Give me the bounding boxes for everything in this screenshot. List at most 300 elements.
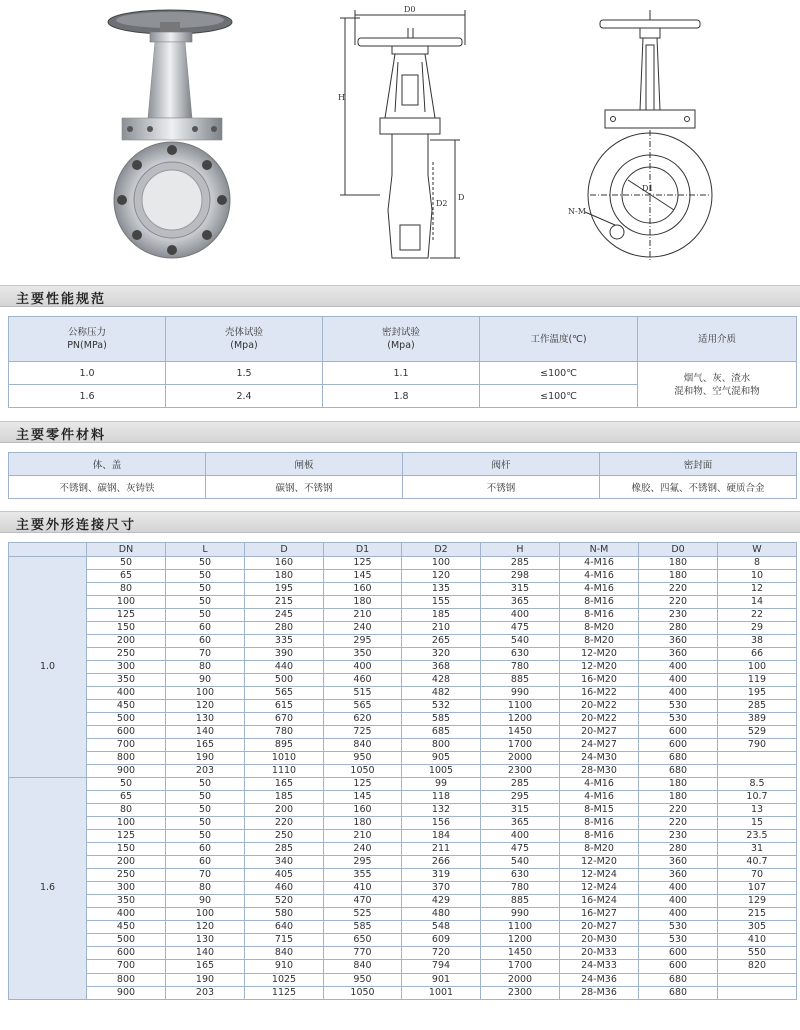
table-cell: 22 — [718, 609, 797, 622]
table-cell: 180 — [245, 570, 324, 583]
table-cell: 1050 — [324, 986, 402, 999]
table-cell: 140 — [166, 726, 245, 739]
header-cell: D0 — [639, 543, 718, 557]
table-cell: 990 — [481, 908, 560, 921]
table-cell: 720 — [402, 947, 481, 960]
table-row — [9, 921, 797, 934]
table-cell: 12-M20 — [560, 648, 639, 661]
table-cell: 12-M20 — [560, 856, 639, 869]
table-cell: 615 — [245, 700, 324, 713]
table-cell: 1025 — [245, 973, 324, 986]
table-cell: 185 — [402, 609, 481, 622]
dimensions-table — [8, 542, 797, 1000]
table-row — [9, 476, 797, 499]
table-cell: 50 — [166, 596, 245, 609]
table-cell: 230 — [639, 609, 718, 622]
table-cell: 680 — [639, 752, 718, 765]
table-cell: 12 — [718, 583, 797, 596]
table-cell: 200 — [245, 804, 324, 817]
table-cell: 529 — [718, 726, 797, 739]
table-cell: 360 — [639, 856, 718, 869]
table-cell: 190 — [166, 752, 245, 765]
table-cell: 400 — [87, 687, 166, 700]
table-cell: 360 — [639, 635, 718, 648]
table-cell: 900 — [87, 765, 166, 778]
table-cell: 50 — [87, 778, 166, 791]
table-cell: 65 — [87, 570, 166, 583]
table-cell: 125 — [87, 609, 166, 622]
table-cell: 450 — [87, 921, 166, 934]
table-cell: 1450 — [481, 947, 560, 960]
table-cell: 8-M16 — [560, 817, 639, 830]
table-cell: 1450 — [481, 726, 560, 739]
table-cell: 780 — [481, 661, 560, 674]
table-cell: 200 — [87, 856, 166, 869]
table-cell: 910 — [245, 960, 324, 973]
table-cell: 119 — [718, 674, 797, 687]
table-cell: 565 — [245, 687, 324, 700]
table-cell: 2000 — [481, 752, 560, 765]
table-row — [9, 934, 797, 947]
table-cell: 500 — [245, 674, 324, 687]
table-cell: 90 — [166, 674, 245, 687]
table-cell: 2.4 — [166, 385, 323, 408]
section-header-materials — [0, 421, 800, 443]
table-cell: 200 — [87, 635, 166, 648]
table-row — [9, 986, 797, 999]
table-cell: 585 — [324, 921, 402, 934]
table-cell: 450 — [87, 700, 166, 713]
table-cell: 640 — [245, 921, 324, 934]
table-cell: 355 — [324, 869, 402, 882]
table-cell: 60 — [166, 843, 245, 856]
table-cell: 482 — [402, 687, 481, 700]
table-cell: 475 — [481, 622, 560, 635]
table-row — [9, 908, 797, 921]
table-cell: 429 — [402, 895, 481, 908]
table-cell: 24-M33 — [560, 960, 639, 973]
table-cell: 12-M20 — [560, 661, 639, 674]
table-cell: 700 — [87, 739, 166, 752]
table-cell: 不锈钢、碳钢、灰铸铁 — [9, 476, 206, 499]
table-cell: 585 — [402, 713, 481, 726]
table-cell: 905 — [402, 752, 481, 765]
table-cell: 460 — [324, 674, 402, 687]
table-cell: 24-M30 — [560, 752, 639, 765]
table-cell: 16-M20 — [560, 674, 639, 687]
header-cell: 公称压力 PN(MPa) — [9, 317, 166, 362]
section-title: 主要外形连接尺寸 — [16, 518, 137, 533]
table-cell: 315 — [481, 583, 560, 596]
table-cell: 685 — [402, 726, 481, 739]
table-cell: 1005 — [402, 765, 481, 778]
header-cell: 壳体试验 (Mpa) — [166, 317, 323, 362]
table-cell: 2000 — [481, 973, 560, 986]
table-cell: 780 — [481, 882, 560, 895]
table-cell: 480 — [402, 908, 481, 921]
table-row — [9, 687, 797, 700]
table-cell: 220 — [245, 817, 324, 830]
table-cell: 120 — [166, 921, 245, 934]
table-row — [9, 362, 797, 385]
table-cell: 530 — [639, 921, 718, 934]
table-cell: 155 — [402, 596, 481, 609]
table-cell: 1.0 — [9, 362, 166, 385]
table-cell: 橡胶、四氟、不锈钢、硬质合金 — [600, 476, 797, 499]
table-cell: 400 — [639, 895, 718, 908]
table-cell: 50 — [166, 570, 245, 583]
table-cell: 400 — [639, 908, 718, 921]
header-cell: DN — [87, 543, 166, 557]
table-cell: 350 — [87, 674, 166, 687]
table-cell: 400 — [324, 661, 402, 674]
table-cell: 70 — [166, 869, 245, 882]
table-cell: 405 — [245, 869, 324, 882]
table-cell: 107 — [718, 882, 797, 895]
table-cell: 1700 — [481, 960, 560, 973]
table-cell: 50 — [166, 609, 245, 622]
table-cell: 700 — [87, 960, 166, 973]
table-cell: 320 — [402, 648, 481, 661]
table-cell: 1125 — [245, 986, 324, 999]
table-cell: 215 — [718, 908, 797, 921]
table-cell: 515 — [324, 687, 402, 700]
table-row — [9, 895, 797, 908]
table-row — [9, 791, 797, 804]
table-cell: 碳钢、不锈钢 — [206, 476, 403, 499]
table-cell: 180 — [639, 557, 718, 570]
table-cell: 50 — [166, 557, 245, 570]
header-cell — [9, 543, 87, 557]
table-cell: 335 — [245, 635, 324, 648]
table-cell: 125 — [324, 557, 402, 570]
table-cell: 50 — [166, 778, 245, 791]
table-cell — [718, 765, 797, 778]
table-cell: 24-M36 — [560, 973, 639, 986]
table-cell: 160 — [245, 557, 324, 570]
table-cell: 20-M33 — [560, 947, 639, 960]
table-cell: 600 — [639, 947, 718, 960]
table-cell: 250 — [87, 648, 166, 661]
section-header-dimensions — [0, 511, 800, 533]
table-row — [9, 635, 797, 648]
table-cell: 135 — [402, 583, 481, 596]
table-cell: 295 — [481, 791, 560, 804]
table-cell: 460 — [245, 882, 324, 895]
table-cell: 190 — [166, 973, 245, 986]
table-cell: 99 — [402, 778, 481, 791]
label-h: H — [338, 93, 345, 102]
table-cell: 50 — [166, 830, 245, 843]
table-header-row — [9, 543, 797, 557]
table-cell: 90 — [166, 895, 245, 908]
table-cell: 600 — [639, 960, 718, 973]
table-cell: 885 — [481, 674, 560, 687]
table-cell: 80 — [87, 804, 166, 817]
table-cell: 400 — [639, 674, 718, 687]
table-cell: 16-M22 — [560, 687, 639, 700]
table-cell: 400 — [639, 661, 718, 674]
table-cell: 8-M15 — [560, 804, 639, 817]
table-cell — [718, 752, 797, 765]
table-cell: 1200 — [481, 713, 560, 726]
table-cell: 28-M36 — [560, 986, 639, 999]
table-cell: ≤100℃ — [480, 362, 638, 385]
table-cell: 280 — [639, 843, 718, 856]
table-cell: 12-M24 — [560, 869, 639, 882]
table-cell: 950 — [324, 973, 402, 986]
table-cell: 210 — [324, 830, 402, 843]
table-cell: 8.5 — [718, 778, 797, 791]
table-cell: 820 — [718, 960, 797, 973]
table-cell: 300 — [87, 661, 166, 674]
table-cell: 100 — [87, 596, 166, 609]
table-cell: 28-M30 — [560, 765, 639, 778]
table-cell: 20-M22 — [560, 700, 639, 713]
table-cell: 295 — [324, 635, 402, 648]
table-cell: 520 — [245, 895, 324, 908]
table-cell: 16-M24 — [560, 895, 639, 908]
table-cell: 180 — [324, 817, 402, 830]
table-cell: 580 — [245, 908, 324, 921]
table-cell: 70 — [718, 869, 797, 882]
table-cell: 184 — [402, 830, 481, 843]
table-row — [9, 882, 797, 895]
table-cell: 285 — [245, 843, 324, 856]
table-cell: 60 — [166, 635, 245, 648]
table-cell: 1100 — [481, 921, 560, 934]
header-cell: L — [166, 543, 245, 557]
table-row — [9, 947, 797, 960]
table-cell: 240 — [324, 622, 402, 635]
table-cell: 400 — [639, 687, 718, 700]
header-cell: 密封面 — [600, 453, 797, 476]
table-cell: 900 — [87, 986, 166, 999]
table-cell: 530 — [639, 934, 718, 947]
header-cell: H — [481, 543, 560, 557]
table-cell: 50 — [166, 583, 245, 596]
table-cell: 548 — [402, 921, 481, 934]
table-cell: 145 — [324, 791, 402, 804]
table-cell: 130 — [166, 934, 245, 947]
table-cell: 794 — [402, 960, 481, 973]
table-cell: 620 — [324, 713, 402, 726]
section-title: 主要性能规范 — [16, 292, 107, 307]
table-cell: 4-M16 — [560, 570, 639, 583]
table-cell: 180 — [639, 570, 718, 583]
table-cell: 790 — [718, 739, 797, 752]
table-cell: 10.7 — [718, 791, 797, 804]
pressure-cell: 1.6 — [9, 778, 87, 999]
table-row — [9, 869, 797, 882]
table-cell: 100 — [718, 661, 797, 674]
table-cell: 365 — [481, 596, 560, 609]
table-row — [9, 856, 797, 869]
table-cell: 650 — [324, 934, 402, 947]
table-cell: 885 — [481, 895, 560, 908]
table-cell: 609 — [402, 934, 481, 947]
table-cell: 350 — [87, 895, 166, 908]
table-cell: 368 — [402, 661, 481, 674]
table-cell: 540 — [481, 856, 560, 869]
table-cell: 65 — [87, 791, 166, 804]
table-cell: 220 — [639, 817, 718, 830]
table-cell: 185 — [245, 791, 324, 804]
table-row — [9, 674, 797, 687]
table-cell: 1.1 — [323, 362, 480, 385]
table-row — [9, 778, 797, 791]
table-row — [9, 817, 797, 830]
table-cell: 600 — [639, 726, 718, 739]
table-cell: 180 — [324, 596, 402, 609]
section-header-performance — [0, 285, 800, 307]
table-cell: 1.6 — [9, 385, 166, 408]
table-cell: 680 — [639, 986, 718, 999]
table-cell: 340 — [245, 856, 324, 869]
table-cell: 50 — [166, 817, 245, 830]
table-cell: 319 — [402, 869, 481, 882]
table-cell: 195 — [245, 583, 324, 596]
header-cell: 体、盖 — [9, 453, 206, 476]
table-cell: 20-M27 — [560, 726, 639, 739]
table-cell: 70 — [166, 648, 245, 661]
table-cell: 280 — [639, 622, 718, 635]
table-cell: 12-M24 — [560, 882, 639, 895]
table-cell: 8-M20 — [560, 843, 639, 856]
table-row — [9, 622, 797, 635]
table-cell: 230 — [639, 830, 718, 843]
label-d: D — [458, 193, 465, 202]
table-cell: 680 — [639, 765, 718, 778]
media-cell: 烟气、灰、渣水 混和物、空气混和物 — [638, 362, 797, 408]
table-cell: 不锈钢 — [403, 476, 600, 499]
table-cell: 140 — [166, 947, 245, 960]
table-cell: 670 — [245, 713, 324, 726]
table-row — [9, 739, 797, 752]
header-cell: 阀杆 — [403, 453, 600, 476]
table-cell: 600 — [87, 726, 166, 739]
table-header-row — [9, 317, 797, 362]
table-cell: 66 — [718, 648, 797, 661]
table-cell: 800 — [87, 752, 166, 765]
table-cell: 203 — [166, 986, 245, 999]
table-cell: 100 — [166, 908, 245, 921]
table-cell: 1700 — [481, 739, 560, 752]
table-row — [9, 752, 797, 765]
table-cell: 8-M20 — [560, 635, 639, 648]
table-cell: 840 — [324, 739, 402, 752]
header-cell: W — [718, 543, 797, 557]
table-cell: 160 — [324, 804, 402, 817]
table-cell: 8-M16 — [560, 830, 639, 843]
table-cell: 8-M16 — [560, 596, 639, 609]
header-cell: 工作温度(℃) — [480, 317, 638, 362]
table-cell: 298 — [481, 570, 560, 583]
table-cell: 211 — [402, 843, 481, 856]
table-cell: 150 — [87, 843, 166, 856]
table-row — [9, 661, 797, 674]
table-cell: 400 — [87, 908, 166, 921]
table-row — [9, 570, 797, 583]
table-cell: 305 — [718, 921, 797, 934]
table-cell: 10 — [718, 570, 797, 583]
table-cell: 365 — [481, 817, 560, 830]
table-cell: 840 — [245, 947, 324, 960]
table-cell: 2300 — [481, 986, 560, 999]
table-cell: 29 — [718, 622, 797, 635]
table-cell: 50 — [166, 791, 245, 804]
table-cell: 350 — [324, 648, 402, 661]
table-cell: 565 — [324, 700, 402, 713]
table-cell: 120 — [166, 700, 245, 713]
table-cell: 285 — [718, 700, 797, 713]
performance-table — [8, 316, 797, 408]
table-cell: 215 — [245, 596, 324, 609]
table-cell: 285 — [481, 778, 560, 791]
table-cell: 14 — [718, 596, 797, 609]
table-cell: 125 — [324, 778, 402, 791]
table-cell: 132 — [402, 804, 481, 817]
table-cell: 4-M16 — [560, 557, 639, 570]
table-cell: 165 — [166, 960, 245, 973]
header-cell: D2 — [402, 543, 481, 557]
valve-drawings — [0, 0, 800, 275]
label-d2: D2 — [436, 199, 448, 208]
table-row — [9, 726, 797, 739]
table-cell: 100 — [87, 817, 166, 830]
table-cell: 210 — [402, 622, 481, 635]
section-view-drawing — [340, 10, 465, 258]
table-cell: 1200 — [481, 934, 560, 947]
table-cell: 165 — [245, 778, 324, 791]
table-cell: 165 — [166, 739, 245, 752]
valve-photo — [108, 10, 232, 258]
table-cell: 38 — [718, 635, 797, 648]
table-cell: 770 — [324, 947, 402, 960]
table-cell: 400 — [639, 882, 718, 895]
table-cell: 530 — [639, 700, 718, 713]
table-cell: 1010 — [245, 752, 324, 765]
table-cell: 725 — [324, 726, 402, 739]
table-cell: 203 — [166, 765, 245, 778]
materials-table — [8, 452, 797, 499]
table-cell: 500 — [87, 934, 166, 947]
table-cell: 80 — [87, 583, 166, 596]
table-row — [9, 609, 797, 622]
table-cell: 370 — [402, 882, 481, 895]
table-cell: 1.8 — [323, 385, 480, 408]
table-cell: ≤100℃ — [480, 385, 638, 408]
table-cell: 390 — [245, 648, 324, 661]
table-cell: 1001 — [402, 986, 481, 999]
table-cell: 280 — [245, 622, 324, 635]
table-cell: 295 — [324, 856, 402, 869]
table-cell: 315 — [481, 804, 560, 817]
table-cell: 145 — [324, 570, 402, 583]
label-d0: D0 — [404, 5, 416, 14]
table-cell — [718, 986, 797, 999]
table-cell: 60 — [166, 856, 245, 869]
front-view-drawing — [585, 10, 712, 260]
table-cell: 20-M22 — [560, 713, 639, 726]
table-cell: 630 — [481, 648, 560, 661]
table-cell: 1100 — [481, 700, 560, 713]
table-cell: 440 — [245, 661, 324, 674]
table-cell: 540 — [481, 635, 560, 648]
table-row — [9, 830, 797, 843]
header-cell: 密封试验 (Mpa) — [323, 317, 480, 362]
table-cell: 80 — [166, 661, 245, 674]
